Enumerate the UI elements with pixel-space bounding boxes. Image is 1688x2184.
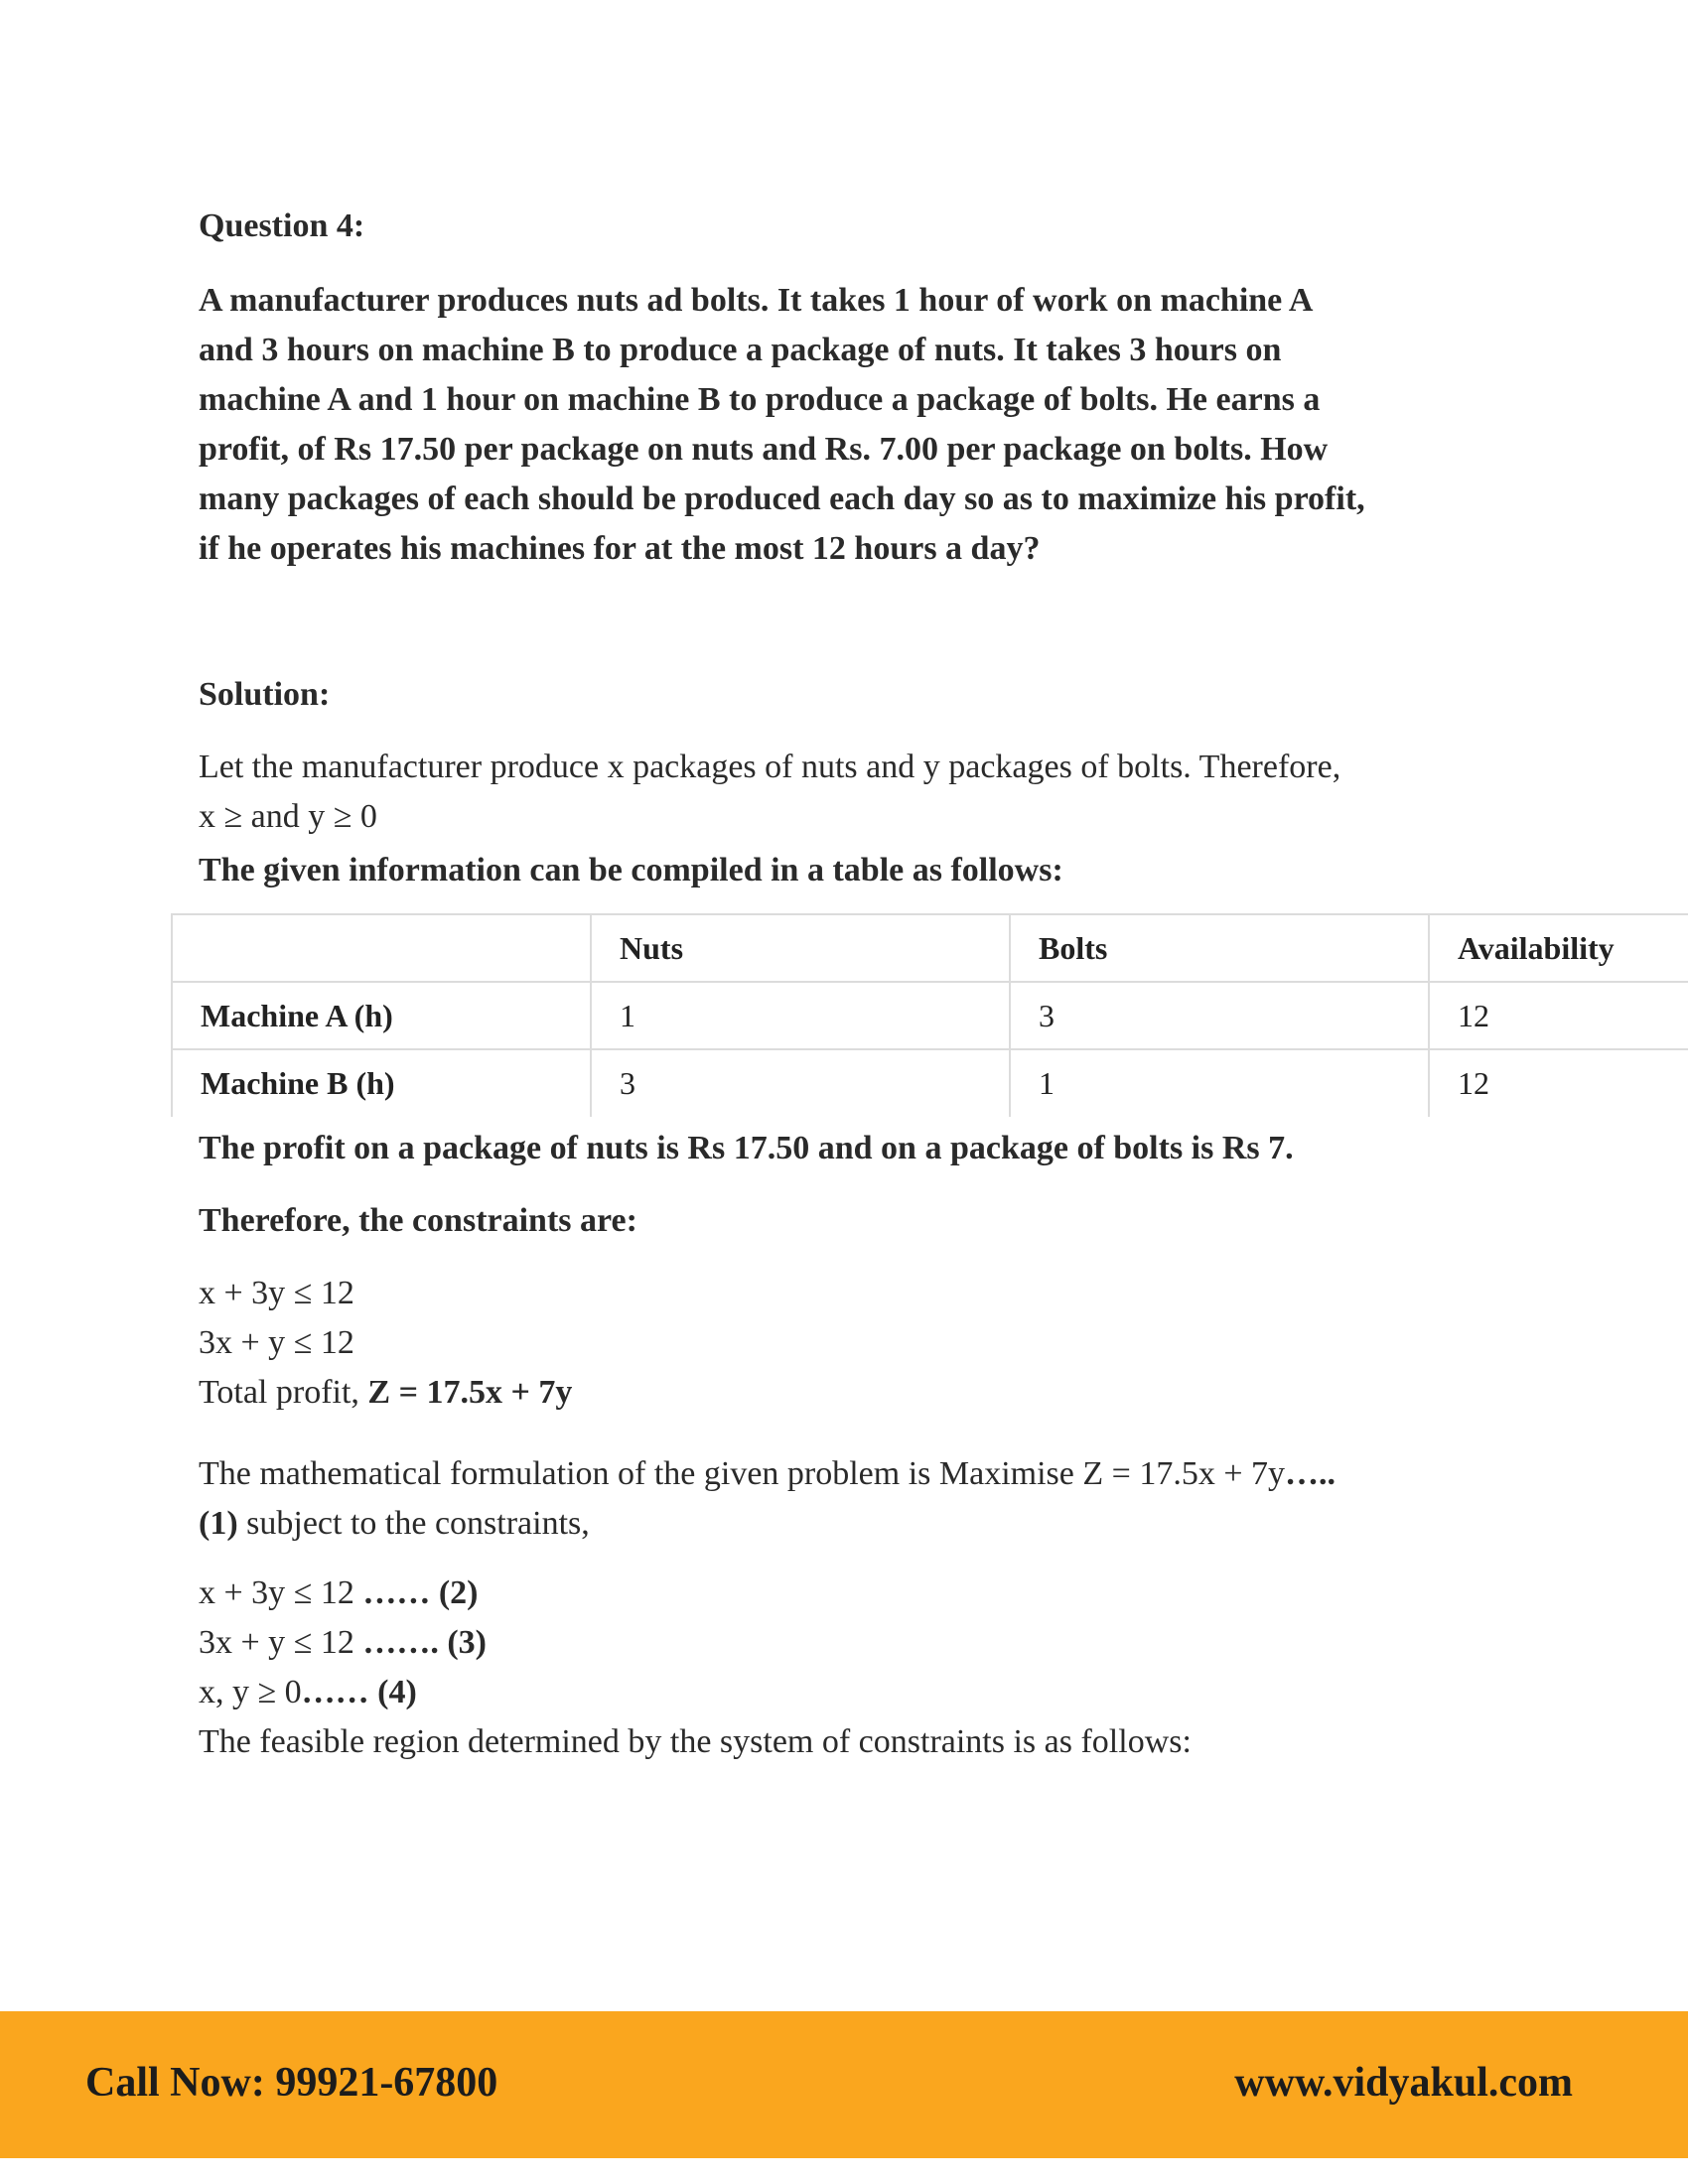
total-profit-label: Total profit, — [199, 1374, 368, 1411]
formulation-text — [199, 1449, 1509, 1549]
constraint-expression: x, y ≥ 0 — [199, 1674, 302, 1710]
formulation-line — [199, 1499, 1509, 1549]
table-header-cell: Bolts — [1010, 914, 1429, 982]
formulation-constraints — [199, 1569, 1509, 1767]
constraint: x + 3y ≤ 12 — [199, 1275, 354, 1311]
table-cell: 3 — [1010, 982, 1429, 1049]
question-line: many packages of each should be produced each day so as to maximize his profit, — [199, 480, 1365, 517]
table-cell: Machine A (h) — [172, 982, 591, 1049]
constraints-heading: Therefore, the constraints are: — [199, 1202, 637, 1239]
feasible-note: The feasible region determined by the system of constraints is as follows: — [199, 1723, 1192, 1760]
equation-number: (1) — [199, 1505, 238, 1542]
table-heading: The given information can be compiled in a table as follows: — [199, 852, 1063, 888]
constraint-expression: x + 3y ≤ 12 — [199, 1574, 363, 1611]
table-cell: 1 — [1010, 1049, 1429, 1117]
question-title: Question 4: — [199, 207, 365, 244]
formulation-constraint — [199, 1668, 1509, 1717]
total-profit — [199, 1368, 1509, 1418]
constraint-reference: …… (2) — [362, 1574, 479, 1611]
question-line: if he operates his machines for at the most 12 hours a day? — [199, 530, 1041, 567]
question-line: A manufacturer produces nuts ad bolts. It takes 1 hour of work on machine A — [199, 282, 1314, 319]
intro-line: Let the manufacturer produce x packages of nuts and y packages of bolts. Therefore, — [199, 749, 1341, 785]
table-header-cell: Nuts — [591, 914, 1010, 982]
formulation-dots: ….. — [1285, 1455, 1336, 1492]
constraint-expression: 3x + y ≤ 12 — [199, 1624, 363, 1661]
constraint-reference: …… (4) — [301, 1674, 417, 1710]
constraints-list — [199, 1269, 1509, 1418]
formulation-objective: The mathematical formulation of the given problem is Maximise Z = 17.5x + 7y — [199, 1455, 1285, 1492]
table-row — [172, 982, 1688, 1049]
formulation-constraint — [199, 1569, 1509, 1618]
profit-note: The profit on a package of nuts is Rs 17.50 and on a package of bolts is Rs 7. — [199, 1130, 1294, 1166]
question-line: profit, of Rs 17.50 per package on nuts and Rs. 7.00 per package on bolts. How — [199, 431, 1329, 468]
table-cell: 3 — [591, 1049, 1010, 1117]
table-cell: 1 — [591, 982, 1010, 1049]
formulation-subject: subject to the constraints, — [237, 1505, 590, 1542]
question-line: machine A and 1 hour on machine B to produce a package of bolts. He earns a — [199, 381, 1321, 418]
question-line: and 3 hours on machine B to produce a package of nuts. It takes 3 hours on — [199, 332, 1282, 368]
website-link[interactable]: www.vidyakul.com — [1234, 2060, 1573, 2106]
table-cell: 12 — [1429, 982, 1688, 1049]
solution-intro — [199, 743, 1509, 842]
machine-hours-table — [171, 913, 1688, 1117]
constraint-reference: ……. (3) — [362, 1624, 487, 1661]
table-cell: Machine B (h) — [172, 1049, 591, 1117]
constraint: 3x + y ≤ 12 — [199, 1324, 354, 1361]
total-profit-expression: Z = 17.5x + 7y — [367, 1374, 573, 1411]
formulation-line — [199, 1449, 1509, 1499]
table-header-cell: Availability — [1429, 914, 1688, 982]
table-header-cell — [172, 914, 591, 982]
solution-title: Solution: — [199, 676, 331, 713]
table-row — [172, 1049, 1688, 1117]
formulation-constraint — [199, 1618, 1509, 1668]
table-cell: 12 — [1429, 1049, 1688, 1117]
question-text — [199, 276, 1509, 574]
table-header-row — [172, 914, 1688, 982]
call-now-text: Call Now: 99921-67800 — [85, 2060, 498, 2106]
footer-banner — [0, 2011, 1688, 2158]
intro-line: x ≥ and y ≥ 0 — [199, 798, 377, 835]
